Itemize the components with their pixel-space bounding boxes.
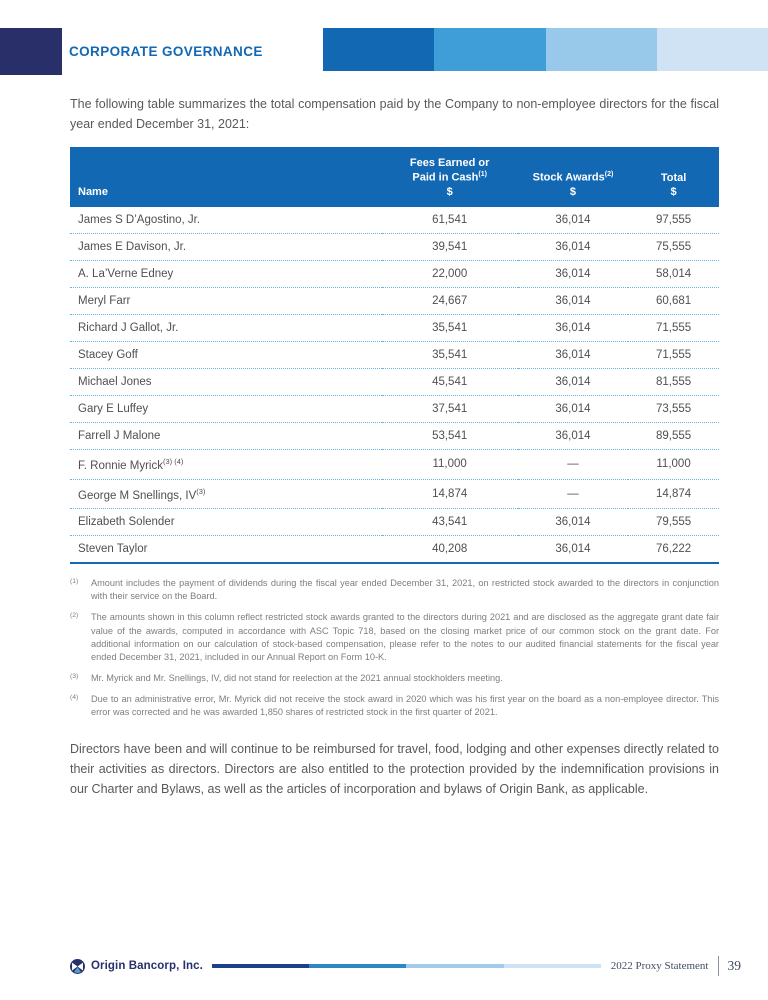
fees-cell: 37,541: [382, 395, 518, 422]
fees-header-line2: Paid in Cash: [412, 171, 479, 184]
footnote-marker: (1): [70, 578, 79, 586]
stock-awards-cell: 36,014: [518, 536, 628, 564]
footer-divider: [718, 956, 719, 976]
company-name: Origin Bancorp, Inc.: [91, 960, 203, 972]
document-label: 2022 Proxy Statement: [610, 960, 709, 972]
footnote-ref: (2): [604, 171, 614, 179]
total-cell: 79,555: [628, 509, 719, 536]
table-row: [70, 509, 719, 536]
director-name-cell: Elizabeth Solender: [70, 509, 382, 536]
band-segment: [212, 964, 309, 968]
table-row: [70, 341, 719, 368]
fees-cell: 39,541: [382, 233, 518, 260]
total-cell: 11,000: [628, 449, 719, 479]
table-row: [70, 207, 719, 234]
table-row: [70, 536, 719, 564]
stock-awards-cell: —: [518, 479, 628, 509]
stock-awards-cell: 36,014: [518, 395, 628, 422]
page-content: [70, 0, 719, 800]
column-header-name: Name: [70, 147, 382, 207]
section-title: CORPORATE GOVERNANCE: [69, 44, 263, 59]
director-name-cell: F. Ronnie Myrick$^{(3) (4)}$: [70, 449, 382, 479]
director-name-cell: Farrell J Malone: [70, 422, 382, 449]
director-name-cell: A. La’Verne Edney: [70, 260, 382, 287]
fees-cell: 40,208: [382, 536, 518, 564]
footnote: [70, 693, 719, 719]
director-name-cell: Gary E Luffey: [70, 395, 382, 422]
total-cell: 71,555: [628, 314, 719, 341]
footnote-text: Due to an administrative error, Mr. Myrick did not receive the stock award in 2020 which was his first year on the board as a non-employee director. This error was corrected and he was awarded 1,850 shares of restricted stock in the first quarter of 2021.: [91, 693, 719, 717]
stock-awards-cell: 36,014: [518, 341, 628, 368]
footnote-text: Mr. Myrick and Mr. Snellings, IV, did not stand for reelection at the 2021 annual stockholders meeting.: [91, 672, 503, 683]
footnote-marker: (4): [70, 693, 79, 701]
table-header: [70, 147, 719, 207]
column-header-total: [628, 147, 719, 207]
director-name-cell: Michael Jones: [70, 368, 382, 395]
fees-header-line1: Fees Earned or: [409, 156, 490, 169]
total-header-unit: $: [670, 186, 677, 199]
director-compensation-table: [70, 147, 719, 565]
intro-paragraph: The following table summarizes the total compensation paid by the Company to non-employee directors for the fiscal year ended December 31, 2021:: [70, 97, 719, 132]
footnote-marker: (2): [70, 612, 79, 620]
total-cell: 60,681: [628, 287, 719, 314]
director-name-cell: George M Snellings, IV$^{(3)}$: [70, 479, 382, 509]
director-name-cell: Stacey Goff: [70, 341, 382, 368]
total-cell: 75,555: [628, 233, 719, 260]
column-header-stock-awards: [518, 147, 628, 207]
stock-awards-cell: 36,014: [518, 287, 628, 314]
header-navy-square: [0, 28, 62, 75]
director-name-cell: Steven Taylor: [70, 536, 382, 564]
fees-cell: 11,000: [382, 449, 518, 479]
fees-cell: 14,874: [382, 479, 518, 509]
origin-bancorp-logo-icon: [70, 959, 85, 974]
footnote-ref: (1): [478, 171, 487, 179]
footer-gradient-bar: [212, 964, 601, 968]
table-row: [70, 479, 719, 509]
footnote-ref: (3): [196, 486, 206, 496]
table-row: [70, 449, 719, 479]
stock-header-line1: Stock Awards: [532, 171, 605, 184]
total-cell: 97,555: [628, 207, 719, 234]
footnote-ref: (3) (4): [163, 456, 184, 466]
directors-table-body: [70, 207, 719, 564]
fees-cell: 45,541: [382, 368, 518, 395]
footnote: [70, 672, 719, 685]
footnote: [70, 577, 719, 603]
total-cell: 81,555: [628, 368, 719, 395]
stock-awards-cell: 36,014: [518, 233, 628, 260]
table-row: [70, 287, 719, 314]
fees-cell: 61,541: [382, 207, 518, 234]
total-cell: 76,222: [628, 536, 719, 564]
table-row: [70, 260, 719, 287]
stock-awards-cell: 36,014: [518, 422, 628, 449]
table-row: [70, 314, 719, 341]
director-name-cell: James S D’Agostino, Jr.: [70, 207, 382, 234]
table-row: [70, 395, 719, 422]
fees-cell: 43,541: [382, 509, 518, 536]
band-segment: [309, 964, 406, 968]
total-cell: 73,555: [628, 395, 719, 422]
fees-cell: 35,541: [382, 314, 518, 341]
footnote-text: The amounts shown in this column reflect restricted stock awards granted to the directors during 2021 and are disclosed as the aggregate grant date fair value of the awards, computed in accordance with ASC Topic 718, based on the closing market price of our common stock on the grant date. For additional information on our calculation of stock-based compensation, please refer to the notes to our audited financial statements for the fiscal year ended December 31, 2021, included in our Annual Report on Form 10-K.: [91, 612, 719, 662]
director-name-cell: Richard J Gallot, Jr.: [70, 314, 382, 341]
stock-awards-cell: 36,014: [518, 314, 628, 341]
total-cell: 71,555: [628, 341, 719, 368]
total-cell: 58,014: [628, 260, 719, 287]
table-row: [70, 422, 719, 449]
band-segment: [406, 964, 503, 968]
page-number: 39: [727, 958, 741, 973]
total-header-line1: Total: [660, 171, 687, 184]
fees-cell: 53,541: [382, 422, 518, 449]
band-segment: [504, 964, 601, 968]
stock-awards-cell: 36,014: [518, 207, 628, 234]
footnotes: [70, 577, 719, 719]
footnote: [70, 611, 719, 663]
stock-awards-cell: 36,014: [518, 509, 628, 536]
director-name-cell: James E Davison, Jr.: [70, 233, 382, 260]
stock-header-unit: $: [569, 186, 577, 199]
stock-awards-cell: 36,014: [518, 260, 628, 287]
total-cell: 89,555: [628, 422, 719, 449]
fees-cell: 22,000: [382, 260, 518, 287]
director-name-cell: Meryl Farr: [70, 287, 382, 314]
fees-cell: 24,667: [382, 287, 518, 314]
stock-awards-cell: —: [518, 449, 628, 479]
fees-header-unit: $: [446, 186, 453, 199]
column-header-fees: [382, 147, 518, 207]
total-cell: 14,874: [628, 479, 719, 509]
page-footer: [70, 954, 741, 978]
table-row: [70, 368, 719, 395]
closing-paragraph: Directors have been and will continue to be reimbursed for travel, food, lodging and other expenses directly related to their activities as directors. Directors are also entitled to the protection provided by the indemnification provisions in our Charter and Bylaws, as well as the articles of incorporation and bylaws of Origin Bank, as applicable.: [70, 741, 719, 797]
footnote-text: Amount includes the payment of dividends during the fiscal year ended December 31, 2021, on restricted stock awarded to the directors in conjunction with their service on the Board.: [91, 578, 719, 602]
fees-cell: 35,541: [382, 341, 518, 368]
footnote-marker: (3): [70, 672, 79, 680]
stock-awards-cell: 36,014: [518, 368, 628, 395]
table-row: [70, 233, 719, 260]
